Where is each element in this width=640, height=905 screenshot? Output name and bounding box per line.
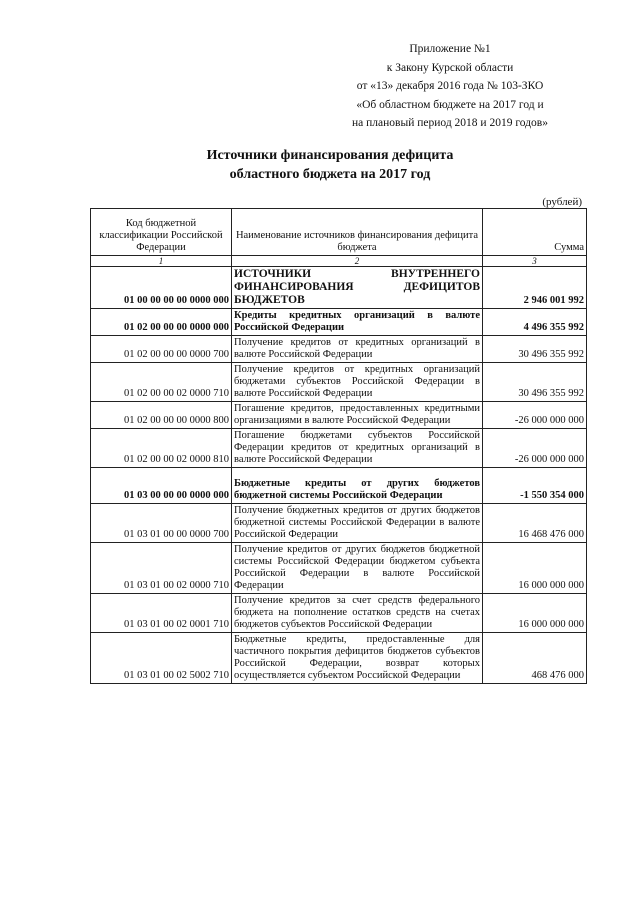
document-title — [170, 146, 490, 184]
column-number-row — [91, 256, 587, 267]
table-row — [91, 633, 587, 684]
row-name: Получение кредитов от других бюджетов бюджетной системы Российской Федерации бюджетом субъекта Российской Федерации в валюте Российской Федерации — [232, 543, 483, 594]
units-label: (рублей) — [542, 196, 582, 208]
table-row — [91, 543, 587, 594]
appendix-law-ref: к Закону Курской области — [386, 61, 514, 74]
table-row — [91, 402, 587, 429]
row-name: Получение кредитов за счет средств федерального бюджета на пополнение остатков средств на счетах бюджетов субъектов Российской Федерации — [232, 594, 483, 633]
row-code: 01 03 00 00 00 0000 000 — [91, 468, 232, 504]
table-row — [91, 336, 587, 363]
row-amount: 30 496 355 992 — [483, 336, 587, 363]
column-number-1: 1 — [91, 256, 232, 267]
header-code: Код бюджетной классификации Российской Федерации — [91, 209, 232, 256]
row-name: Кредиты кредитных организаций в валюте Российской Федерации — [232, 309, 483, 336]
row-amount: -26 000 000 000 — [483, 429, 587, 468]
column-number-3: 3 — [483, 256, 587, 267]
appendix-law-title-1: «Об областном бюджете на 2017 год и — [356, 98, 544, 111]
row-name: Получение бюджетных кредитов от других бюджетов бюджетной системы Российской Федерации в валюте Российской Федерации — [232, 504, 483, 543]
row-amount: 2 946 001 992 — [483, 267, 587, 309]
table-row — [91, 309, 587, 336]
row-name: ИСТОЧНИКИ ВНУТРЕННЕГО ФИНАНСИРОВАНИЯ ДЕФИЦИТОВ БЮДЖЕТОВ — [232, 267, 483, 309]
row-name: Погашение кредитов, предоставленных кредитными организациями в валюте Российской Федерации — [232, 402, 483, 429]
table-row — [91, 267, 587, 309]
table-row — [91, 429, 587, 468]
row-code: 01 02 00 00 00 0000 000 — [91, 309, 232, 336]
row-name: Погашение бюджетами субъектов Российской Федерации кредитов от кредитных организаций в валюте Российской Федерации — [232, 429, 483, 468]
appendix-header — [300, 40, 600, 133]
row-amount: 16 468 476 000 — [483, 504, 587, 543]
header-name: Наименование источников финансирования дефицита бюджета — [232, 209, 483, 256]
row-name: Получение кредитов от кредитных организаций в валюте Российской Федерации — [232, 336, 483, 363]
row-code: 01 03 01 00 00 0000 700 — [91, 504, 232, 543]
row-amount: 16 000 000 000 — [483, 594, 587, 633]
row-amount: 30 496 355 992 — [483, 363, 587, 402]
header-sum: Сумма — [483, 209, 587, 256]
appendix-law-title-2: на плановый период 2018 и 2019 годов» — [352, 117, 548, 129]
document-title-line-2: областного бюджета на 2017 год — [229, 167, 431, 182]
financing-sources-table — [90, 208, 587, 684]
row-code: 01 02 00 00 00 0000 800 — [91, 402, 232, 429]
row-amount: 4 496 355 992 — [483, 309, 587, 336]
document-title-line-1: Источники финансирования дефицита — [206, 148, 454, 163]
table-row — [91, 504, 587, 543]
row-code: 01 02 00 00 00 0000 700 — [91, 336, 232, 363]
row-code: 01 03 01 00 02 0000 710 — [91, 543, 232, 594]
row-name: Получение кредитов от кредитных организаций бюджетами субъектов Российской Федерации в валюте Российской Федерации — [232, 363, 483, 402]
table-row — [91, 594, 587, 633]
row-amount: -26 000 000 000 — [483, 402, 587, 429]
row-amount: 16 000 000 000 — [483, 543, 587, 594]
row-amount: 468 476 000 — [483, 633, 587, 684]
table-header-row — [91, 209, 587, 256]
row-name: Бюджетные кредиты от других бюджетов бюджетной системы Российской Федерации — [232, 468, 483, 504]
row-name: Бюджетные кредиты, предоставленные для частичного покрытия дефицитов бюджетов субъектов Российской Федерации, возврат которых осуществляется субъектом Российской Федерации — [232, 633, 483, 684]
row-code: 01 00 00 00 00 0000 000 — [91, 267, 232, 309]
row-code: 01 02 00 00 02 0000 710 — [91, 363, 232, 402]
row-amount: -1 550 354 000 — [483, 468, 587, 504]
row-code: 01 02 00 00 02 0000 810 — [91, 429, 232, 468]
table-row — [91, 363, 587, 402]
column-number-2: 2 — [232, 256, 483, 267]
appendix-law-date: от «13» декабря 2016 года № 103-ЗКО — [356, 80, 544, 92]
row-code: 01 03 01 00 02 5002 710 — [91, 633, 232, 684]
table-row — [91, 468, 587, 504]
appendix-number: Приложение №1 — [409, 43, 491, 55]
row-code: 01 03 01 00 02 0001 710 — [91, 594, 232, 633]
